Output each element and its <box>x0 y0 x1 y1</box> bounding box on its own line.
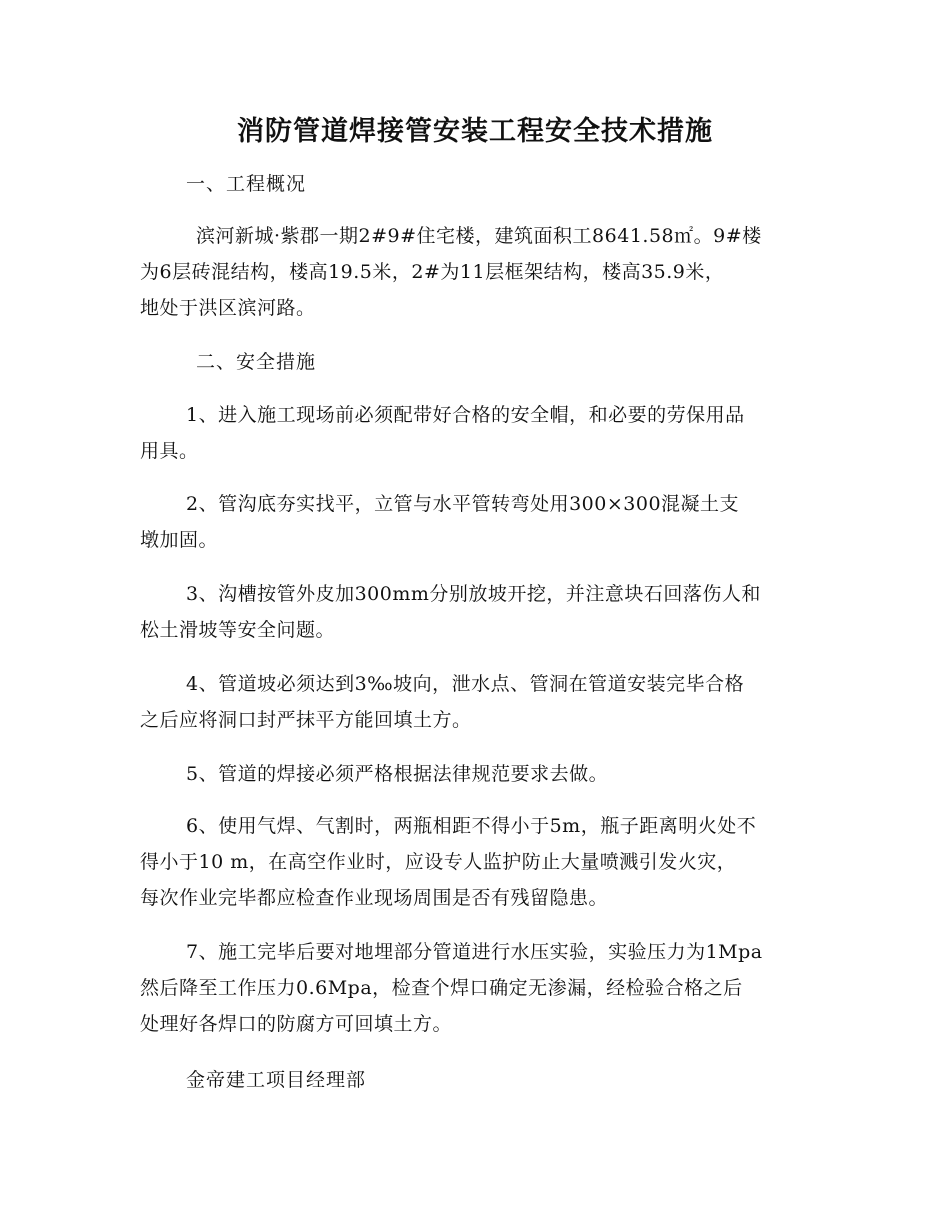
item-line: 3、沟槽按管外皮加300mm分别放坡开挖，并注意块石回落伤人和 <box>186 583 761 605</box>
item-line: 得小于10 m，在高空作业时，应设专人监护防止大量喷溅引发火灾， <box>140 851 737 873</box>
safety-item-3 <box>140 576 812 648</box>
item-line: 4、管道坡必须达到3‰坡向，泄水点、管洞在管道安装完毕合格 <box>186 673 745 695</box>
section-heading-overview: 一、工程概况 <box>186 173 307 195</box>
overview-line: 地处于洪区滨河路。 <box>140 297 316 319</box>
item-line: 用具。 <box>140 440 199 462</box>
item-line: 7、施工完毕后要对地埋部分管道进行水压实验，实验压力为1Mpa <box>186 941 763 963</box>
item-line: 处理好各焊口的防腐方可回填土方。 <box>140 1013 453 1035</box>
safety-item-7 <box>140 934 812 1042</box>
item-line: 然后降至工作压力0.6Mpa，检查个焊口确定无渗漏，经检验合格之后 <box>140 977 743 999</box>
safety-item-1 <box>140 397 812 469</box>
item-line: 松土滑坡等安全问题。 <box>140 619 336 641</box>
safety-item-4 <box>140 666 812 738</box>
item-line: 1、进入施工现场前必须配带好合格的安全帽，和必要的劳保用品 <box>186 404 745 426</box>
overview-paragraph <box>140 218 812 326</box>
section-heading-safety: 二、安全措施 <box>196 351 317 373</box>
safety-item-2 <box>140 486 812 558</box>
item-line: 5、管道的焊接必须严格根据法律规范要求去做。 <box>186 763 609 785</box>
item-line: 墩加固。 <box>140 529 219 551</box>
item-line: 之后应将洞口封严抹平方能回填土方。 <box>140 709 472 731</box>
signature: 金帝建工项目经理部 <box>186 1069 367 1091</box>
overview-line: 滨河新城·紫郡一期2#9#住宅楼，建筑面积工8641.58㎡。9#楼 <box>196 225 762 247</box>
document-title: 消防管道焊接管安装工程安全技术措施 <box>237 116 713 147</box>
overview-line: 为6层砖混结构，楼高19.5米，2#为11层框架结构，楼高35.9米， <box>140 261 725 283</box>
item-line: 2、管沟底夯实找平，立管与水平管转弯处用300×300混凝土支 <box>186 493 740 515</box>
safety-item-6 <box>140 808 812 916</box>
item-line: 每次作业完毕都应检查作业现场周围是否有残留隐患。 <box>140 887 609 909</box>
safety-item-5 <box>140 756 812 792</box>
item-line: 6、使用气焊、气割时，两瓶相距不得小于5m，瓶子距离明火处不 <box>186 815 757 837</box>
